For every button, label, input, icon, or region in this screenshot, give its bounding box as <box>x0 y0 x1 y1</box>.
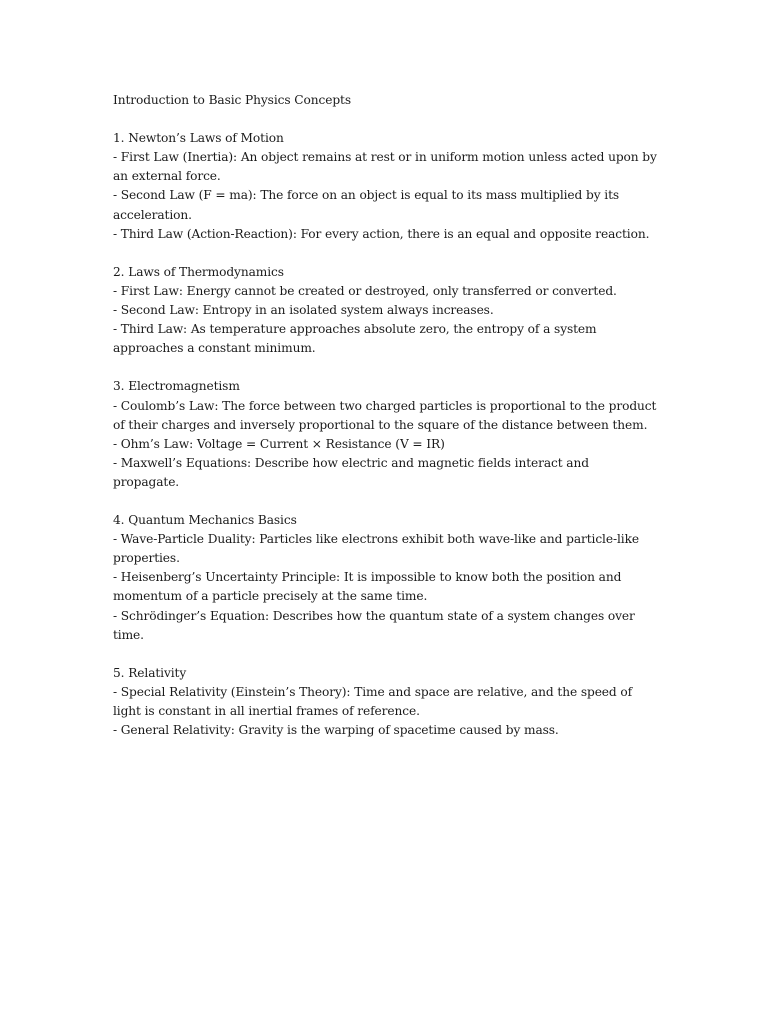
document-title: Introduction to Basic Physics Concepts <box>113 93 351 107</box>
list-item: - Maxwell’s Equations: Describe how electric and magnetic fields interact and propagate. <box>113 455 589 489</box>
document-page <box>113 91 658 759</box>
section-quantum-mechanics <box>113 511 658 645</box>
section-relativity <box>113 664 658 740</box>
list-item: - Third Law (Action-Reaction): For every action, there is an equal and opposite reaction. <box>113 226 650 241</box>
list-item: - Ohm’s Law: Voltage = Current × Resistance (V = IR) <box>113 436 445 451</box>
section-heading: 1. Newton’s Laws of Motion <box>113 131 284 146</box>
section-heading: 2. Laws of Thermodynamics <box>113 264 284 279</box>
list-item: - Schrödinger’s Equation: Describes how the quantum state of a system changes over time. <box>113 608 635 642</box>
section-heading: 4. Quantum Mechanics Basics <box>113 513 297 528</box>
list-item: - First Law (Inertia): An object remains at rest or in uniform motion unless acted upon by an external force. <box>113 150 657 184</box>
list-item: - Coulomb’s Law: The force between two charged particles is proportional to the product of their charges and inversely proportional to the square of the distance between them. <box>113 398 657 432</box>
list-item: - Second Law (F = ma): The force on an object is equal to its mass multiplied by its acceleration. <box>113 188 620 222</box>
list-item: - First Law: Energy cannot be created or destroyed, only transferred or converted. <box>113 283 617 298</box>
list-item: - Second Law: Entropy in an isolated system always increases. <box>113 303 494 318</box>
list-item: - Wave-Particle Duality: Particles like electrons exhibit both wave-like and particle-like properties. <box>113 532 639 566</box>
section-heading: 5. Relativity <box>113 665 187 680</box>
section-newtons-laws <box>113 129 658 244</box>
section-thermodynamics <box>113 263 658 358</box>
list-item: - General Relativity: Gravity is the warping of spacetime caused by mass. <box>113 723 559 738</box>
list-item: - Third Law: As temperature approaches absolute zero, the entropy of a system approaches a constant minimum. <box>113 322 597 356</box>
section-heading: 3. Electromagnetism <box>113 379 240 394</box>
list-item: - Special Relativity (Einstein’s Theory): Time and space are relative, and the speed of light is constant in all inertial frames of reference. <box>113 684 633 718</box>
section-electromagnetism <box>113 377 658 492</box>
list-item: - Heisenberg’s Uncertainty Principle: It is impossible to know both the position and momentum of a particle precisely at the same time. <box>113 570 622 604</box>
